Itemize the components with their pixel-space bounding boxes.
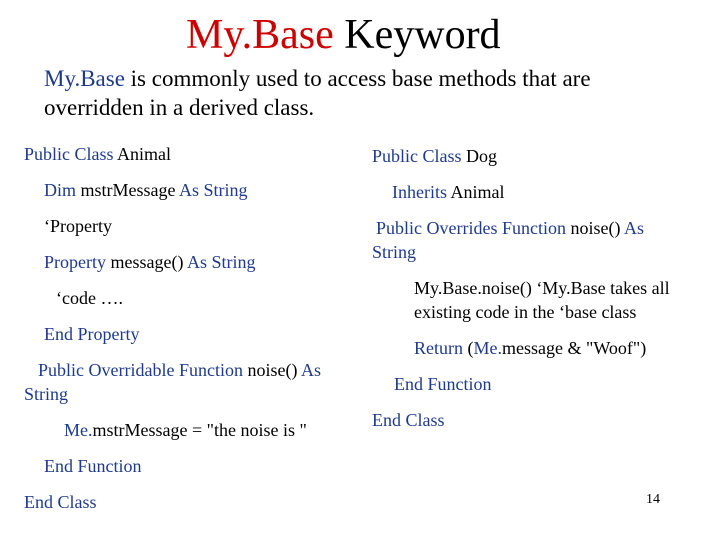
keyword: End Property <box>44 324 140 344</box>
right-class-decl <box>372 144 497 168</box>
identifier: message & "Woof") <box>502 338 647 358</box>
right-inherits <box>392 180 504 204</box>
keyword: Return <box>414 338 463 358</box>
identifier: mstrMessage = "the noise is " <box>92 420 307 440</box>
code: My.Base.noise() <box>414 278 537 298</box>
right-end-class <box>372 408 445 432</box>
keyword: End Function <box>44 456 142 476</box>
comment: ‘My.Base takes all existing code in the ‘base class <box>414 278 670 322</box>
right-end-function <box>394 372 492 396</box>
comment: ‘code …. <box>56 288 123 308</box>
keyword: Me. <box>64 420 93 440</box>
keyword: End Function <box>394 374 492 394</box>
left-comment-code <box>56 286 123 310</box>
left-property-decl <box>44 250 256 274</box>
left-end-property <box>44 322 139 346</box>
keyword: Dim <box>44 180 77 200</box>
intro-rest: is commonly used to access base methods that are overridden in a derived class. <box>44 66 591 120</box>
identifier: message() <box>106 252 187 272</box>
identifier: noise() <box>565 218 624 238</box>
page-number: 14 <box>646 492 660 507</box>
identifier: noise() <box>242 360 301 380</box>
keyword: End Class <box>24 492 97 512</box>
keyword: Me. <box>473 338 502 358</box>
intro-highlight: My.Base <box>44 66 125 91</box>
punctuation: ( <box>463 338 474 358</box>
intro-paragraph <box>44 64 694 122</box>
left-assignment <box>64 418 307 442</box>
keyword: Public Overridable Function <box>38 360 243 380</box>
keyword: As String <box>24 360 321 404</box>
keyword: As String <box>372 218 644 262</box>
slide-title <box>186 10 501 60</box>
left-end-class <box>24 490 97 514</box>
keyword: As String <box>179 180 248 200</box>
title-highlight: My.Base <box>186 12 334 58</box>
class-name: Animal <box>113 144 172 164</box>
left-end-function <box>44 454 142 478</box>
keyword: Public Class <box>372 146 462 166</box>
title-rest: Keyword <box>333 12 501 58</box>
identifier: mstrMessage <box>76 180 180 200</box>
comment: ‘Property <box>44 216 112 236</box>
keyword: End Class <box>372 410 445 430</box>
keyword: As String <box>186 252 256 272</box>
keyword: Property <box>44 252 106 272</box>
class-name: Animal <box>446 182 505 202</box>
left-class-decl <box>24 142 171 166</box>
keyword: Public Overrides Function <box>376 218 566 238</box>
keyword: Inherits <box>392 182 447 202</box>
left-function-decl <box>24 358 364 406</box>
keyword: Public Class <box>24 144 114 164</box>
right-return <box>414 336 646 360</box>
class-name: Dog <box>461 146 498 166</box>
left-comment-property <box>44 214 112 238</box>
right-mybase-call <box>414 276 696 324</box>
left-dim-line <box>44 178 248 202</box>
right-override-decl <box>372 216 692 264</box>
